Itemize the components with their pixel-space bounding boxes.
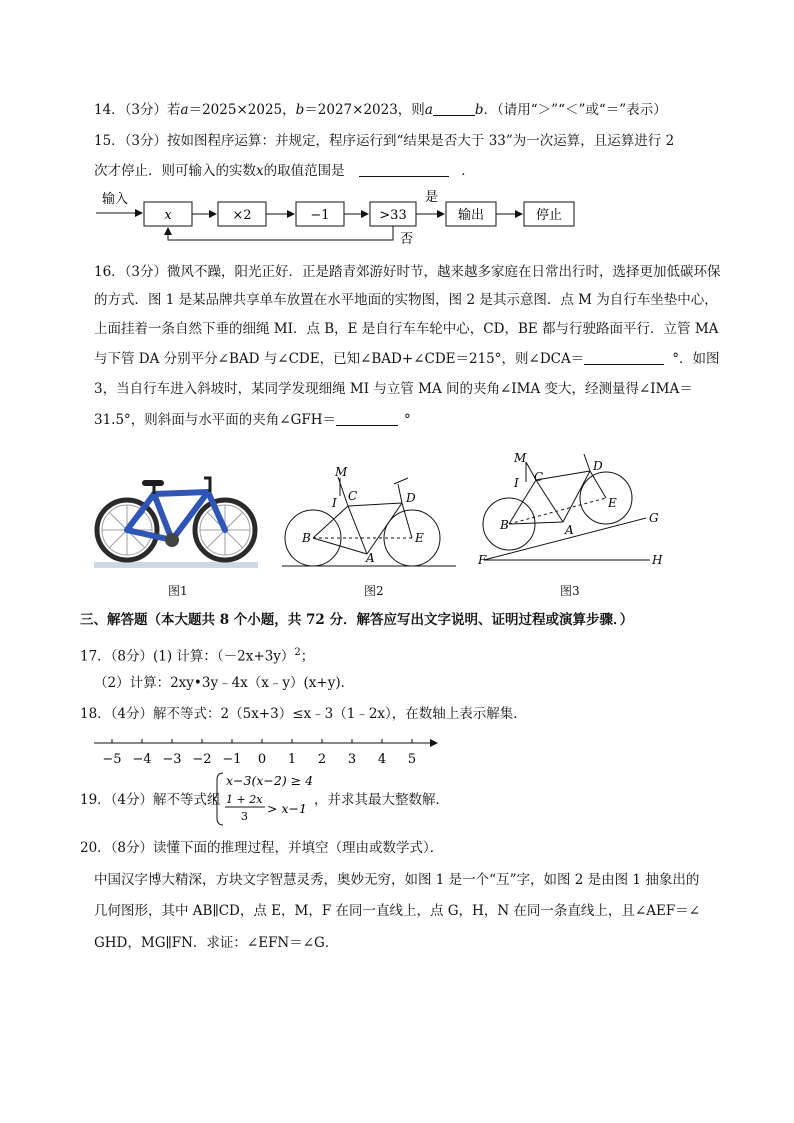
flow-box-stop-text: 停止 <box>535 208 563 223</box>
number-line-arrow <box>430 739 438 747</box>
q19-frac-den: 3 <box>241 810 248 823</box>
flow-yes-label: 是 <box>425 190 439 205</box>
fig2-label-A: A <box>366 551 375 565</box>
fig3-label-H: H <box>652 553 663 567</box>
number-line-tick-label: 3 <box>347 752 357 767</box>
fig3-label-B: B <box>500 518 509 532</box>
q16-line5: 3，当自行车进入斜坡时，某同学发现细绳 MI 与立管 MA 间的夹角∠IMA 变大，经测量得∠IMA＝ <box>94 381 693 397</box>
q19-ineq1: x−3(x−2) ≥ 4 <box>226 773 314 788</box>
q20-line1: 20．（8分）读懂下面的推理过程，并填空（理由或数学式）． <box>80 840 444 856</box>
q20-line2: 中国汉字博大精深，方块文字智慧灵秀，奥妙无穷，如图 1 是一个“互”字，如图 2 是由图 1 抽象出的 <box>94 872 700 888</box>
fig2-caption: 图2 <box>364 584 384 598</box>
q15-answer-blank[interactable] <box>359 162 449 177</box>
q19-prefix: 19．（4分）解不等式组 <box>80 792 221 808</box>
bicycle-photo-figure <box>92 470 262 570</box>
q19-ineq2-rhs: > x−1 <box>267 801 307 816</box>
flow-box-times2-text: ×2 <box>232 208 252 223</box>
fig3-caption: 图3 <box>560 584 580 598</box>
flow-box-compare-text: >33 <box>379 208 407 223</box>
fig3-label-C: C <box>534 470 544 484</box>
q16-line1: 16．（3分）微风不躁，阳光正好．正是踏青郊游好时节，越来越多家庭在日常出行时，选择更加低碳环保 <box>94 264 721 280</box>
fig3-label-I: I <box>514 476 519 490</box>
q14-line: 14．（3分）若a＝2025×2025，b＝2027×2023，则a b．（请用“＞”“＜”或“＝”表示） <box>94 102 667 118</box>
fig2-label-D: D <box>406 491 416 505</box>
number-line-tick-label: 1 <box>287 752 297 767</box>
flow-input-label: 输入 <box>102 192 129 207</box>
fig2-label-B: B <box>302 531 311 545</box>
fig2-label-E: E <box>415 531 424 545</box>
q19-suffix: ，并求其最大整数解． <box>314 792 449 808</box>
q17-line2: （2）计算：2xy•3y﹣4x（x﹣y）(x+y)． <box>94 675 355 691</box>
q15-line2: 次才停止．则可输入的实数x的取值范围是 ． <box>94 163 475 179</box>
number-line-tick-label: −2 <box>192 752 212 767</box>
number-line-tick-label: 4 <box>377 752 387 767</box>
number-line-tick-label: 0 <box>257 752 267 767</box>
bicycle-slope-figure <box>476 450 676 572</box>
number-line-tick-label: −1 <box>222 752 242 767</box>
q20-line3: 几何图形，其中 AB∥CD，点 E，M，F 在同一直线上，点 G，H，N 在同一条直线上，且∠AEF＝∠ <box>94 903 701 919</box>
fig1-caption: 图1 <box>168 584 188 598</box>
flow-no-label: 否 <box>400 232 414 247</box>
q20-line4: GHD，MG∥FN．求证：∠EFN＝∠G． <box>94 935 339 951</box>
q18-line1: 18．（4分）解不等式：2（5x+3）≤x﹣3（1﹣2x），在数轴上表示解集． <box>80 706 527 722</box>
q19-frac-num: 1 + 2x <box>226 793 263 806</box>
q15-flowchart <box>90 186 590 248</box>
fig3-label-G: G <box>649 511 659 525</box>
fig3-label-E: E <box>608 496 617 510</box>
fig3-label-D: D <box>593 459 603 473</box>
q19-inequality-system <box>213 770 323 828</box>
q14-answer-blank[interactable] <box>433 101 475 116</box>
flow-box-x-text: x <box>164 208 172 223</box>
q16-line3: 上面挂着一条自然下垂的细绳 MI．点 B，E 是自行车车轮中心，CD，BE 都与行驶路面平行．立管 MA <box>94 321 719 337</box>
q16-answer-blank-2[interactable] <box>336 411 398 426</box>
q15-line1: 15．（3分）按如图程序运算：并规定，程序运行到“结果是否大于 33”为一次运算，且运算进行 2 <box>94 133 675 149</box>
q16-line2: 的方式．图 1 是某品牌共享单车放置在水平地面的实物图，图 2 是其示意图．点 M 为自行车坐垫中心， <box>94 292 718 308</box>
q16-line4: 与下管 DA 分别平分∠BAD 与∠CDE，已知∠BAD+∠CDE＝215°，则∠DCA＝ °．如图 <box>94 351 720 367</box>
q16-line6: 31.5°，则斜面与水平面的夹角∠GFH＝ ° <box>94 412 411 428</box>
section-3-heading: 三、解答题（本大题共 8 个小题，共 72 分．解答应写出文字说明、证明过程或演算步骤．） <box>80 612 634 628</box>
flow-box-output-text: 输出 <box>457 208 485 223</box>
fig2-label-M: M <box>335 465 348 479</box>
flow-box-minus1-text: −1 <box>310 208 330 223</box>
flow-loop-back <box>168 226 393 240</box>
fig3-label-F: F <box>478 553 487 567</box>
number-line-tick-label: 2 <box>317 752 327 767</box>
q16-answer-blank-1[interactable] <box>584 350 664 365</box>
bicycle-schematic-figure <box>280 462 460 574</box>
number-line <box>90 733 440 769</box>
q17-line1: 17．（8分）(1) 计算：$(-2x+3y)^2$； <box>80 647 315 665</box>
fig2-label-I: I <box>332 496 337 510</box>
number-line-tick-label: −5 <box>102 752 122 767</box>
number-line-tick-label: 5 <box>407 752 417 767</box>
fig2-label-C: C <box>348 489 358 503</box>
number-line-tick-label: −4 <box>132 752 152 767</box>
fig3-label-M: M <box>514 451 527 465</box>
number-line-tick-label: −3 <box>162 752 182 767</box>
fig3-label-A: A <box>565 523 574 537</box>
